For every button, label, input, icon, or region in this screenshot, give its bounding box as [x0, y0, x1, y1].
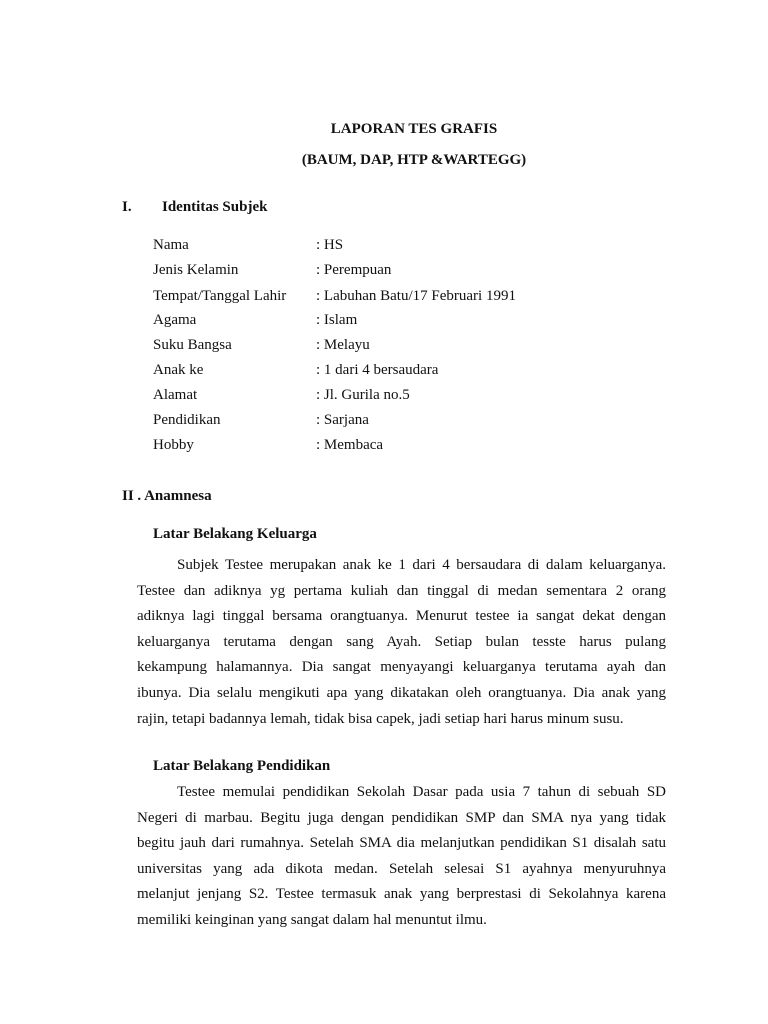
paragraph-line: adiknya lagi tinggal bersama orangtuanya. Menurut testee ia sangat dekat dengan	[137, 608, 666, 625]
paragraph-line: begitu jauh dari rumahnya. Setelah SMA dia melanjutkan pendidikan S1 disalah satu	[137, 835, 666, 852]
paragraph-line: universitas yang ada dikota medan. Setelah selesai S1 ayahnya menyuruhnya	[137, 860, 666, 877]
paragraph-keluarga	[137, 553, 666, 732]
row-value: : HS	[316, 237, 344, 253]
paragraph-line: Testee dan adiknya yg pertama kuliah dan tinggal di medan sementara 2 orang	[137, 582, 666, 599]
subheading-keluarga: Latar Belakang Keluarga	[153, 526, 317, 542]
paragraph-line: memiliki keinginan yang sangat dalam hal menuntut ilmu.	[137, 911, 487, 928]
paragraph-line: Testee memulai pendidikan Sekolah Dasar pada usia 7 tahun di sebuah SD	[177, 784, 666, 800]
section-heading-identitas: Identitas Subjek	[162, 199, 268, 215]
row-value: : Membaca	[316, 437, 384, 453]
row-label: Hobby	[153, 437, 194, 453]
subheading-pendidikan: Latar Belakang Pendidikan	[153, 758, 331, 774]
row-label: Agama	[153, 312, 197, 328]
row-value: : Melayu	[316, 337, 370, 353]
paragraph-line: ibunya. Dia selalu mengikuti apa yang dikatakan oleh orangtuanya. Dia anak yang	[137, 684, 666, 701]
row-label: Tempat/Tanggal Lahir	[153, 288, 287, 304]
row-label: Suku Bangsa	[153, 337, 232, 353]
section-number: I.	[122, 199, 132, 215]
row-value: : Islam	[316, 312, 358, 328]
paragraph-line: kekampung halamannya. Dia sangat menyayangi keluarganya terutama ayah dan	[137, 659, 666, 676]
document-title: LAPORAN TES GRAFIS	[330, 121, 498, 137]
paragraph-line: rajin, tetapi badannya lemah, tidak bisa capek, jadi setiap hari harus minum susu.	[137, 710, 624, 727]
row-value: : Labuhan Batu/17 Februari 1991	[316, 288, 516, 304]
paragraph-pendidikan	[137, 780, 666, 934]
row-value: : 1 dari 4 bersaudara	[316, 362, 439, 378]
row-value: : Perempuan	[316, 262, 392, 278]
row-label: Nama	[153, 237, 189, 253]
paragraph-line: Subjek Testee merupakan anak ke 1 dari 4 bersaudara di dalam keluarganya.	[177, 557, 666, 573]
row-label: Anak ke	[153, 362, 204, 378]
section-heading-anamnesa: II . Anamnesa	[122, 488, 212, 504]
row-label: Pendidikan	[153, 412, 221, 428]
row-value: : Jl. Gurila no.5	[316, 387, 410, 403]
row-label: Alamat	[153, 387, 198, 403]
document-subtitle: (BAUM, DAP, HTP &WARTEGG)	[301, 152, 527, 168]
paragraph-line: keluarganya terutama dengan sang Ayah. Setiap bulan tesste harus pulang	[137, 633, 666, 650]
row-label: Jenis Kelamin	[153, 262, 239, 278]
row-value: : Sarjana	[316, 412, 369, 428]
paragraph-line: Negeri di marbau. Begitu juga dengan pendidikan SMP dan SMA nya yang tidak	[137, 809, 666, 826]
paragraph-line: melanjut jenjang S2. Testee termasuk anak yang berprestasi di Sekolahnya karena	[137, 886, 666, 903]
